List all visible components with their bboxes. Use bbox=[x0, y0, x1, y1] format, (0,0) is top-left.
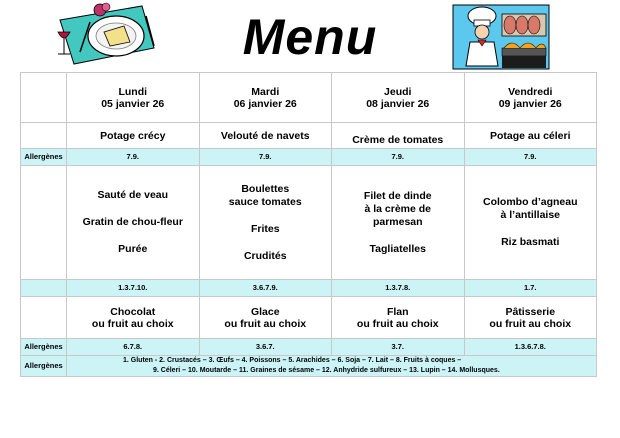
dessert-allergen-row bbox=[21, 339, 597, 356]
page-title: Menu bbox=[242, 9, 378, 65]
dish-line: Tagliatelles bbox=[369, 242, 426, 255]
dessert-line: ou fruit au choix bbox=[91, 317, 174, 330]
dessert-line: Glace bbox=[250, 305, 280, 318]
day-header-row bbox=[21, 73, 597, 123]
soup-cell: Velouté de navets bbox=[199, 123, 332, 149]
dish-line: Gratin de chou-fleur bbox=[82, 216, 183, 228]
allergen-legend bbox=[67, 356, 597, 377]
allergen-codes: 3.6.7.9. bbox=[199, 280, 332, 297]
main-allergen-row bbox=[21, 280, 597, 297]
allergen-codes: 7.9. bbox=[332, 149, 465, 166]
dessert-cell bbox=[464, 297, 597, 339]
main-label-cell bbox=[21, 166, 67, 280]
allergen-label: Allergènes bbox=[21, 149, 67, 166]
allergen-legend-row bbox=[21, 356, 597, 377]
main-course-cell bbox=[332, 166, 465, 280]
dish-line: Crudités bbox=[243, 249, 287, 262]
allergen-codes: 3.7. bbox=[332, 339, 465, 356]
dessert-line: Pâtisserie bbox=[505, 305, 556, 318]
soup-row bbox=[21, 123, 597, 149]
dessert-row bbox=[21, 297, 597, 339]
dish-line: Boulettes bbox=[241, 182, 290, 195]
dessert-label-cell bbox=[21, 297, 67, 339]
allergen-legend-line: 1. Gluten - 2. Crustacés – 3. Œufs – 4. Poissons – 5. Arachides – 6. Soja – 7. Lait – 8. Fruits à coques – bbox=[123, 357, 462, 364]
allergen-codes: 7.9. bbox=[464, 149, 597, 166]
dessert-cell bbox=[332, 297, 465, 339]
dish-line: sauce tomates bbox=[228, 195, 302, 208]
dessert-line: ou fruit au choix bbox=[224, 317, 307, 330]
dessert-cell bbox=[67, 297, 200, 339]
soup-allergen-row bbox=[21, 149, 597, 166]
allergen-codes: 7.9. bbox=[199, 149, 332, 166]
allergen-label: Allergènes bbox=[21, 356, 67, 377]
dish-line: Colombo d’agneau bbox=[483, 196, 578, 208]
dish-line: Purée bbox=[118, 243, 148, 255]
allergen-codes: 1.3.6.7.8. bbox=[464, 339, 597, 356]
allergen-codes: 7.9. bbox=[67, 149, 200, 166]
day-header-lundi: Lundi 05 janvier 26 bbox=[67, 73, 200, 123]
allergen-codes: 1.3.7.8. bbox=[332, 280, 465, 297]
main-course-cell bbox=[464, 166, 597, 280]
soup-cell: Potage crécy bbox=[67, 123, 200, 149]
day-header-jeudi: Jeudi 08 janvier 26 bbox=[332, 73, 465, 123]
dessert-line: ou fruit au choix bbox=[489, 317, 572, 330]
dish-line: Riz basmati bbox=[501, 236, 560, 248]
allergen-codes: 1.3.7.10. bbox=[67, 280, 200, 297]
dish-line: Sauté de veau bbox=[97, 189, 169, 201]
dish-line: à l’antillaise bbox=[500, 209, 561, 221]
soup-label-cell bbox=[21, 123, 67, 149]
allergen-label: Allergènes bbox=[21, 339, 67, 356]
soup-cell: Crème de tomates bbox=[332, 123, 465, 149]
soup-cell: Potage au céleri bbox=[464, 123, 597, 149]
menu-table bbox=[20, 72, 597, 377]
main-course-row bbox=[21, 166, 597, 280]
allergen-codes: 1.7. bbox=[464, 280, 597, 297]
dish-line: Frites bbox=[250, 222, 280, 235]
main-course-cell bbox=[199, 166, 332, 280]
day-header-vendredi: Vendredi 09 janvier 26 bbox=[464, 73, 597, 123]
day-header-mardi: Mardi 06 janvier 26 bbox=[199, 73, 332, 123]
dish-line: parmesan bbox=[372, 215, 423, 228]
dessert-line: Flan bbox=[386, 305, 409, 318]
dessert-line: ou fruit au choix bbox=[356, 317, 439, 330]
dish-line: Filet de dinde bbox=[363, 189, 432, 202]
dessert-line: Chocolat bbox=[110, 305, 156, 318]
chef-illustration bbox=[452, 4, 550, 70]
allergen-codes: 3.6.7. bbox=[199, 339, 332, 356]
header-blank-cell bbox=[21, 73, 67, 123]
allergen-label-blank bbox=[21, 280, 67, 297]
main-course-cell bbox=[67, 166, 200, 280]
allergen-codes: 6.7.8. bbox=[67, 339, 200, 356]
allergen-legend-line: 9. Céleri – 10. Moutarde – 11. Graines de sésame – 12. Anhydride sulfureux – 13. Lupin – 14. Mollusques. bbox=[153, 367, 500, 374]
dessert-cell bbox=[199, 297, 332, 339]
dish-line: à la crème de bbox=[364, 202, 432, 215]
